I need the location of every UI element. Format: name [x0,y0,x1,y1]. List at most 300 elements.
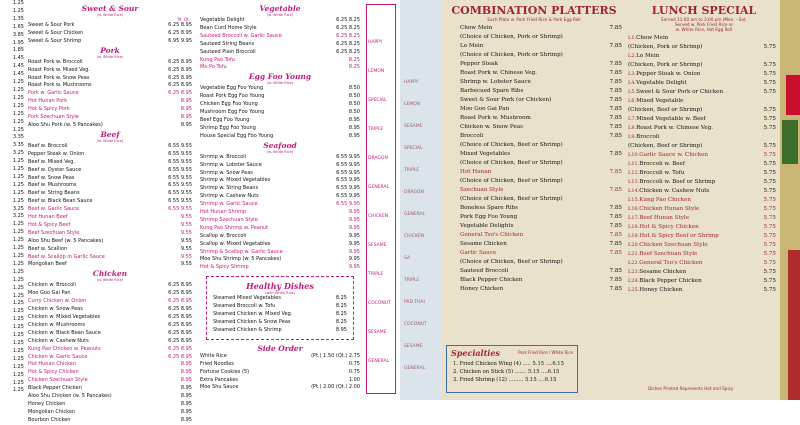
lunch-item-left [628,88,724,97]
menu-item [200,241,360,249]
item-name: Broccoli [460,133,484,139]
lunch-item [628,259,780,268]
item-price: 5.75 [763,44,776,50]
item-name: (Chicken, Beef or Shrimp) [628,143,703,149]
edge-price: 1.25 [12,166,24,173]
specialty-item: 2. Chicken on Stick (5) ....... 5.15 ....6.15 [453,369,560,375]
lunch-item-left [628,61,703,70]
item-price: 7.85 [609,88,622,94]
menu-item [28,346,192,354]
combo-item [442,240,626,249]
lunch-item-left [628,214,689,223]
combo-item [442,168,626,177]
edge-price: 1.25 [12,324,24,331]
strip-tag: SPECIAL [404,146,423,151]
item-name: Chow Mein [636,35,669,41]
item-prices: 9.95 [348,248,360,255]
menu-item [200,85,360,93]
lunch-item-left [628,259,703,268]
item-name: Black Pepper Chicken [639,278,702,284]
edge-price: 1.65 [12,23,24,30]
lunch-note-3: w. White Rice, Hot Egg Roll [675,27,733,32]
section-title: Chicken [92,269,128,279]
cover-red-block [786,75,800,115]
menu-item [28,369,192,377]
lunch-item [628,43,780,52]
menu-item [28,322,192,330]
lunch-item [628,124,780,133]
item-label: L4. [628,80,637,86]
item-name: Sweet & Sour Pork [28,22,75,28]
item-name: Vegetable Delights [460,223,514,229]
item-prices: 6.25 8.95 [168,58,192,65]
menu-item [200,154,360,162]
item-name: Vegetable Delight [200,17,245,23]
item-name: Kung Pao Chicken [639,197,692,203]
menu-item [200,353,360,361]
item-prices: 6.25 8.95 [168,282,192,289]
item-name: Steamed Mixed Vegetables [213,295,281,302]
item-prices: 6.25 8.95 [168,337,192,344]
lunch-item [628,214,780,223]
item-name: Honey Chicken [460,286,504,292]
edge-price: 1.25 [12,7,24,14]
item-name: Steamed Broccoli w. Tofu [213,303,276,310]
combo-item [442,87,626,96]
item-label: L17. [628,215,640,221]
item-price: 5.75 [763,269,776,275]
menu-item [28,67,192,75]
lunch-item-left [628,79,687,88]
menu-item [28,22,192,30]
specials-tag: GENERAL [368,359,390,364]
item-label: L14. [628,188,640,194]
lunch-item-left [628,34,669,43]
item-price: 5.75 [763,188,776,194]
item-price: 5.75 [763,233,776,239]
section-beef [28,130,192,270]
right-menu-page [400,0,800,400]
menu-item [28,222,192,230]
edge-price: 3.25 [12,205,24,212]
menu-item [28,98,192,106]
menu-item [28,409,192,417]
item-price: 5.75 [763,89,776,95]
menu-item [200,384,360,392]
combination-platters [442,0,626,400]
item-label: L11. [628,161,640,167]
lunch-item [628,115,780,124]
item-name: (Chicken, Pork or Shrimp) [628,44,703,50]
item-prices: 8.25 [335,295,347,302]
menu-item [200,162,360,170]
item-price: 7.85 [609,250,622,256]
edge-price: 1.25 [12,371,24,378]
item-name: Moo Goo Gai Pan [460,106,510,112]
menu-item [213,311,347,319]
section-seafood [200,141,360,273]
item-prices: 6.55 9.55 [168,142,192,149]
item-name: Sesame Chicken [639,269,687,275]
item-prices: 6.25 8.95 [168,353,192,360]
item-name: Shrimp w. Broccoli [200,153,247,160]
specials-tag: CHICKEN [368,214,389,219]
specials-tag: COCONUT [368,301,391,306]
item-name: Chicken Szechuan Style [28,377,88,384]
specials-tag: SESAME [368,330,387,335]
item-name: Black Pepper Chicken [460,277,523,283]
item-prices: 6.25 8.95 [168,22,192,28]
combo-item [442,276,626,285]
item-prices: 6.55 9.55 [168,206,192,213]
item-prices: 9.95 [348,240,360,247]
item-label: L19. [628,233,640,239]
item-name: Sweet & Sour Shrimp [28,37,82,44]
specials-tag: DRAGON [368,156,388,161]
menu-item [28,330,192,338]
item-name: Moo Goo Gai Pan [28,290,71,297]
menu-item [213,295,347,303]
section-chicken [28,269,192,424]
menu-item [200,93,360,101]
item-prices: 6.55 9.95 [336,193,360,200]
lunch-item-left [628,178,716,187]
left-menu-page [0,0,400,423]
item-name: Lo Mein [636,53,660,59]
edge-price: 1.25 [12,339,24,346]
menu-item [28,122,192,130]
item-price: 7.85 [609,286,622,292]
lunch-item [628,133,780,142]
item-name: Hot & Spicy Pork [28,106,70,113]
edge-price: 1.25 [12,126,24,133]
item-prices: 6.55 9.95 [336,169,360,176]
item-name: Hot & Spicy Beef or Shrimp [639,233,719,239]
strip-tag: SESAME [404,124,423,129]
item-name: Roast Pork w. Snow Peas [28,74,90,81]
combo-item [442,213,626,222]
item-prices: 6.25 8.25 [336,48,360,55]
item-price: 5.75 [763,224,776,230]
item-prices: 6.55 9.95 [336,185,360,192]
item-price: 7.85 [609,151,622,157]
item-name: Pepper Steak w. Onion [28,150,85,157]
item-prices: 6.25 8.25 [336,40,360,47]
strip-tag: GENERAL [404,366,426,371]
edge-price: 1.45 [12,71,24,78]
item-name: Honey Chicken [639,287,683,293]
item-prices: 6.25 8.95 [168,345,192,352]
item-price: 7.85 [609,268,622,274]
item-label: L13. [628,179,640,185]
menu-item [28,159,192,167]
edge-price: 1.25 [12,387,24,394]
combo-item [442,159,626,168]
item-prices: 6.95 9.95 [168,37,192,44]
edge-price: 1.25 [12,308,24,315]
menu-item [28,401,192,409]
lunch-item [628,142,780,151]
item-prices: 8.25 [348,56,360,63]
lunch-item-left [628,187,710,196]
section-subtitle: (w. White Rice) [96,13,124,17]
item-name: Shrimp Szechuan Style [200,216,258,223]
item-label: L21. [628,251,640,257]
combo-item [442,222,626,231]
menu-item [200,33,360,41]
item-name: (Chicken, Beef or Shrimp) [628,107,703,113]
lunch-item [628,34,780,43]
item-prices: 9.55 [180,214,192,221]
specialties-title: Specialties [451,348,500,358]
item-prices: 6.25 8.95 [168,329,192,336]
item-label: L10. [628,152,640,158]
lunch-item-left [628,169,685,178]
item-name: Steamed Chicken & Snow Peas [213,319,291,325]
item-name: Hot Hunan Shrimp [200,209,247,216]
edge-price: 3.35 [12,134,24,141]
lunch-item [628,151,780,160]
lunch-item [628,79,780,88]
item-price: 5.75 [763,62,776,68]
strip-tag: LEMON [404,102,421,107]
menu-item [28,151,192,159]
strip-tag: DRAGON [404,190,424,195]
combo-item [442,96,626,105]
lunch-item [628,187,780,196]
item-prices: 8.95 [180,400,192,407]
item-name: (Choice of Chicken, Beef or Shrimp) [460,196,563,202]
item-name: Roast Pork w. Mushrooms [28,82,92,89]
item-prices: 8.95 [348,116,360,123]
item-label: L3. [628,71,637,77]
item-prices: 6.55 9.55 [168,190,192,197]
item-price: 7.85 [609,25,622,31]
lunch-item [628,277,780,286]
item-prices: 8.50 [348,109,360,116]
specialties-box [446,345,578,393]
specials-tag: GENERAL [368,185,390,190]
item-name: Mixed Vegetable w. Beef [636,116,706,122]
item-name: Kung Pao Chicken w. Peanuts [28,345,101,352]
item-name: Steamed Chicken & Shrimp [213,326,282,333]
section-healthy-dishes [206,276,354,340]
lunch-item [628,61,780,70]
item-prices: (Pt.) 1.50 (Qt.) 2.75 [311,352,360,359]
item-name: Black Pepper Chicken [28,385,82,392]
item-name: Broccoli w. Tofu [639,170,685,176]
menu-item [28,314,192,322]
lunch-item [628,88,780,97]
edge-price: 1.25 [12,253,24,259]
menu-item [200,377,360,385]
menu-item [200,201,360,209]
edge-price: 1.25 [12,237,24,244]
edge-price: 3.85 [12,31,24,38]
cover-dark-red-block [788,250,800,400]
item-price: 5.75 [763,260,776,266]
item-prices: 6.55 9.55 [168,166,192,173]
edge-price: 1.25 [12,316,24,323]
item-name: Garlic Sauce w. Chicken [639,152,709,158]
item-name: Kung Pao Shrimp w. Peanut [200,224,269,231]
item-name: Szechuan Style [460,187,504,193]
menu-item [200,25,360,33]
edge-price: 1.25 [12,189,24,196]
lunch-item [628,52,780,61]
combo-item [442,24,626,33]
menu-column-2 [200,0,360,400]
lunch-item-left [628,277,702,286]
strip-tag: HAPPY [404,80,419,85]
strip-tag: PAD THAI [404,300,425,305]
lunch-item-left [628,268,687,277]
item-name: Shrimp w. Lobster Sauce [200,161,262,168]
item-label: L16. [628,206,640,212]
edge-price: 1.25 [12,363,24,370]
item-name: Hot Hunan Chicken [28,361,77,368]
edge-price: 1.25 [12,79,24,86]
item-name: Extra Pancakes [200,376,239,383]
combo-item [442,177,626,186]
lunch-item [628,106,780,115]
menu-item [28,361,192,369]
lunch-title: LUNCH SPECIAL [651,4,757,17]
section-title: Sweet & Sour [81,4,139,13]
edge-price: 1.35 [12,15,24,22]
hot-spicy-footnote: Dishes Printed Represents Hot and Spicy [648,386,734,391]
item-name: Beef w. Black Bean Sauce [28,198,93,205]
item-prices: 8.95 [348,132,360,139]
edge-price: 1.25 [12,181,24,188]
item-name: Shrimp w. Mixed Vegetables [200,177,271,184]
item-prices: 8.95 [180,393,192,400]
item-name: (Choice of Chicken, Beef or Shrimp) [460,142,563,148]
item-name: Sauteed String Beans [200,40,255,47]
item-name: Beef Szechuan Style [28,229,80,236]
item-name: Pepper Steak w. Onion [636,71,701,77]
edge-price: 1.25 [12,221,24,228]
item-name: Moo Shu Sauce [200,384,239,391]
item-name: Broccoli [636,134,660,140]
item-name: General Tso's Chicken [460,232,524,238]
lunch-item-left [628,286,683,295]
edge-price: 1.25 [12,355,24,362]
edge-price: 1.25 [12,229,24,236]
item-prices: 9.55 [180,221,192,228]
item-name: Vegetable Delight [636,80,687,86]
section-side-order [200,344,360,393]
lunch-item-left [628,196,692,205]
lunch-item-left [628,124,714,133]
item-name: Shrimp w. String Beans [200,185,259,192]
combo-item [442,195,626,204]
item-prices: 8.25 [335,319,347,325]
menu-item [200,249,360,257]
item-name: Sweet & Sour Pork (or Chicken) [460,97,552,103]
cover-edge [780,0,800,400]
menu-item [28,198,192,206]
item-prices: 6.25 8.95 [168,298,192,305]
item-price: 7.85 [609,241,622,247]
combo-item [442,60,626,69]
item-prices: 8.95 [180,114,192,121]
menu-item [200,193,360,201]
item-prices: 8.95 [180,98,192,105]
combo-item [442,141,626,150]
item-prices: 9.95 [348,224,360,231]
item-price: 7.85 [609,169,622,175]
item-price: 7.85 [609,223,622,229]
item-prices: 0.75 [348,368,360,375]
item-price: 5.75 [763,215,776,221]
item-price: 7.85 [609,124,622,130]
specialties-col-head: Pork Fried Rice / White Rice [518,350,573,355]
menu-item [28,282,192,290]
item-name: Kung Pao Tofu [200,56,235,63]
lunch-note-1: Served 11:00 am to 3:00 pm (Mon. - Sat. [661,17,747,22]
item-name: Bean Curd Home Style [200,24,257,31]
strip-tag: GENERAL [404,212,426,217]
item-prices: 8.95 [180,106,192,113]
menu-item [28,238,192,246]
menu-item [28,338,192,346]
item-name: Shrimp w. Snow Peas [200,169,253,176]
item-prices: 6.25 8.25 [336,32,360,39]
item-name: Roast Pork w. Broccoli [28,58,83,65]
item-label: L5. [628,89,637,95]
menu-item [200,369,360,377]
edge-price: 1.25 [12,245,24,252]
menu-item [28,175,192,183]
item-name: Bourbon Chicken [28,416,71,423]
item-prices: 8.95 [180,369,192,376]
item-name: (Choice of Chicken, Beef or Shrimp) [460,259,563,265]
item-name: Mushroom Egg Foo Young [200,109,265,116]
item-name: Chow Mein [460,25,493,31]
item-price: 5.75 [763,116,776,122]
lunch-item-left [628,115,706,124]
menu-item [28,143,192,151]
item-name: Mixed Vegetables [460,151,511,157]
combo-item [442,258,626,267]
section-sweet-sour [28,0,192,46]
item-price: 5.75 [763,125,776,131]
lunch-item [628,196,780,205]
specials-tag: LEMON [368,69,385,74]
item-name: (Choice of Chicken, Beef or Shrimp) [460,160,563,166]
edge-price: 1.25 [12,268,24,275]
strip-tag: SESAME [404,344,423,349]
item-name: Curry Chicken w. Onion [28,298,87,305]
item-price: 7.85 [609,232,622,238]
lunch-item-left [628,250,698,259]
edge-price: 1.25 [12,197,24,204]
item-price: 7.85 [609,106,622,112]
combo-item [442,186,626,195]
item-label: L20. [628,242,640,248]
item-prices: 8.50 [348,101,360,108]
edge-price: 1.25 [12,347,24,354]
item-name: Mixed Vegetable [636,98,684,104]
combo-item [442,123,626,132]
item-name: Shrimp w. Lobster Sauce [460,79,531,85]
item-prices: 8.25 [335,311,347,318]
lunch-item-left [628,160,685,169]
combo-item [442,204,626,213]
menu-item [28,385,192,393]
lunch-item-left [628,106,703,115]
